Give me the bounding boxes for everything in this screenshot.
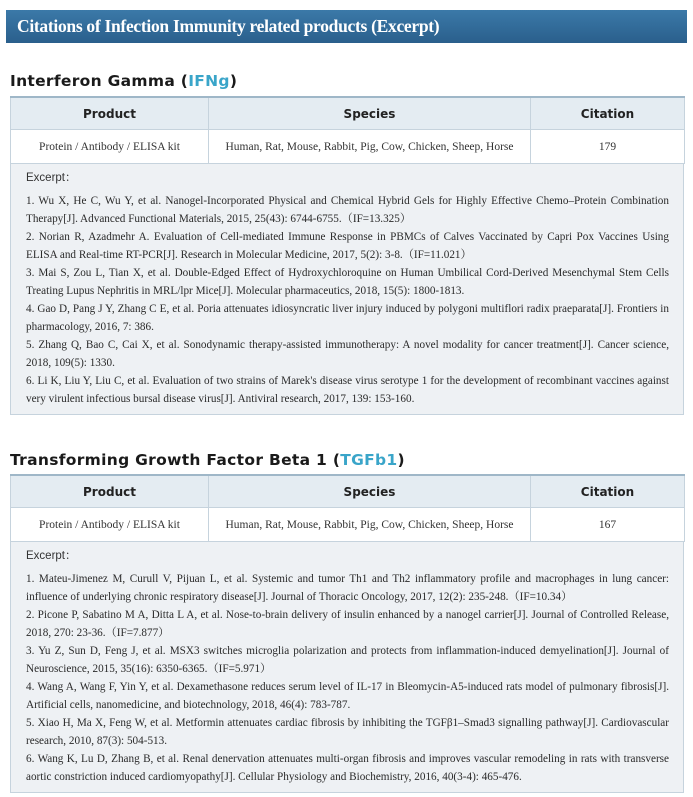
reference-list [26, 570, 669, 786]
excerpt-label: Excerpt： [26, 550, 77, 562]
header-citation: Citation [531, 97, 685, 130]
cell-citation: 167 [531, 508, 685, 542]
header-product: Product [11, 475, 209, 508]
reference-item: 3. Yu Z, Sun D, Feng J, et al. MSX3 switches microglia polarization and protects from inflammation-induced demyelination[J]. Journal of Neuroscience, 2015, 35(16): 6350-6365.（IF=5.971） [26, 645, 669, 675]
reference-item: 5. Xiao H, Ma X, Feng W, et al. Metformin attenuates cardiac fibrosis by inhibiting the TGFβ1–Smad3 signalling pathway[J]. Cardiovascular research, 2010, 87(3): 504-513. [26, 717, 669, 747]
reference-item: 4. Gao D, Pang J Y, Zhang C E, et al. Poria attenuates idiosyncratic liver injury induced by polygoni multiflori radix praeparata[J]. Frontiers in pharmacology, 2016, 7: 386. [26, 303, 669, 333]
header-species: Species [209, 475, 531, 508]
product-block-ifng [10, 96, 684, 415]
product-table [10, 474, 685, 542]
section-abbr: IFNg [188, 72, 230, 90]
reference-item: 6. Wang K, Lu D, Zhang B, et al. Renal denervation attenuates multi-organ fibrosis and improves vascular remodeling in rats with transverse aortic constriction induced cardiomyopathy[J]. Cellular Physiology and Biochemistry, 2016, 40(3-4): 465-476. [26, 753, 669, 783]
section-title-tgfb1: Transforming Growth Factor Beta 1 (TGFb1) [10, 451, 405, 469]
table-row [11, 508, 685, 542]
excerpt-label: Excerpt： [26, 172, 77, 184]
table-header-row [11, 97, 685, 130]
excerpt-box [10, 542, 684, 793]
product-table [10, 96, 685, 164]
cell-citation: 179 [531, 130, 685, 164]
excerpt-box [10, 164, 684, 415]
reference-list [26, 192, 669, 408]
header-citation: Citation [531, 475, 685, 508]
cell-product: Protein / Antibody / ELISA kit [11, 508, 209, 542]
reference-item: 6. Li K, Liu Y, Liu C, et al. Evaluation of two strains of Marek's disease virus serotype 1 for the development of recombinant vaccines against very virulent infectious bursal disease virus[J]. Antiviral research, 2017, 139: 153-160. [26, 375, 669, 405]
reference-item: 2. Picone P, Sabatino M A, Ditta L A, et al. Nose-to-brain delivery of insulin enhanced by a nanogel carrier[J]. Journal of Controlled Release, 2018, 270: 23-36.（IF=7.877） [26, 609, 669, 639]
reference-item: 2. Norian R, Azadmehr A. Evaluation of Cell-mediated Immune Response in PBMCs of Calves Vaccinated by Capri Pox Vaccines Using ELISA and Real-time RT-PCR[J]. Research in Molecular Medicine, 2017, 5(2): 3-8.（IF=11.021） [26, 231, 669, 261]
header-product: Product [11, 97, 209, 130]
table-header-row [11, 475, 685, 508]
cell-species: Human, Rat, Mouse, Rabbit, Pig, Cow, Chicken, Sheep, Horse [209, 508, 531, 542]
reference-item: 3. Mai S, Zou L, Tian X, et al. Double-Edged Effect of Hydroxychloroquine on Human Umbilical Cord-Derived Mesenchymal Stem Cells Treating Lupus Nephritis in MRL/lpr Mice[J]. Molecular pharmaceutics, 2018, 15(5): 1800-1813. [26, 267, 669, 297]
header-species: Species [209, 97, 531, 130]
section-name: Interferon Gamma [10, 72, 176, 90]
cell-product: Protein / Antibody / ELISA kit [11, 130, 209, 164]
page-banner [6, 10, 687, 43]
product-block-tgfb1 [10, 474, 684, 793]
reference-item: 1. Mateu-Jimenez M, Curull V, Pijuan L, et al. Systemic and tumor Th1 and Th2 inflammatory profile and macrophages in lung cancer: influence of underlying chronic respiratory disease[J]. Journal of Thoracic Oncology, 2017, 12(2): 235-248.（IF=10.34） [26, 573, 669, 603]
section-abbr: TGFb1 [340, 451, 398, 469]
reference-item: 4. Wang A, Wang F, Yin Y, et al. Dexamethasone reduces serum level of IL-17 in Bleomycin-A5-induced rats model of pulmonary fibrosis[J]. Artificial cells, nanomedicine, and biotechnology, 2018, 46(4): 783-787. [26, 681, 669, 711]
section-title-ifng: Interferon Gamma (IFNg) [10, 72, 238, 90]
cell-species: Human, Rat, Mouse, Rabbit, Pig, Cow, Chicken, Sheep, Horse [209, 130, 531, 164]
banner-title: Citations of Infection Immunity related products (Excerpt) [17, 16, 440, 36]
reference-item: 5. Zhang Q, Bao C, Cai X, et al. Sonodynamic therapy-assisted immunotherapy: A novel modality for cancer treatment[J]. Cancer science, 2018, 109(5): 1330. [26, 339, 669, 369]
table-row [11, 130, 685, 164]
reference-item: 1. Wu X, He C, Wu Y, et al. Nanogel-Incorporated Physical and Chemical Hybrid Gels for Highly Effective Chemo–Protein Combination Therapy[J]. Advanced Functional Materials, 2015, 25(43): 6744-6755.（IF=13.325） [26, 195, 669, 225]
section-name: Transforming Growth Factor Beta 1 [10, 451, 328, 469]
